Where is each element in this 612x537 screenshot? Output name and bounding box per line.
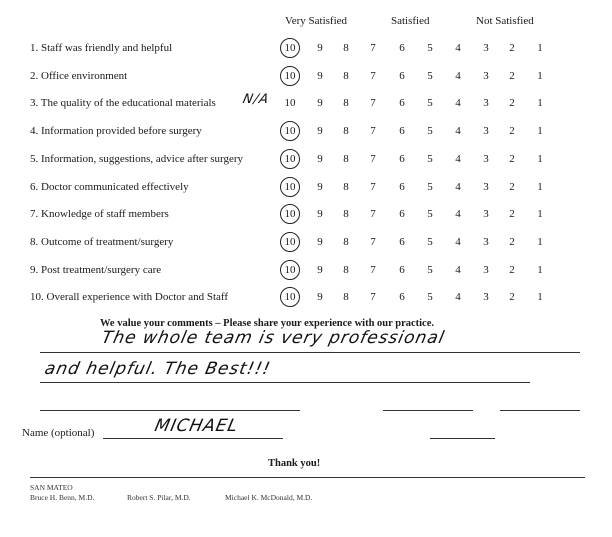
question-label: 3. The quality of the educational materials bbox=[30, 97, 216, 109]
rating-option[interactable]: 1 bbox=[537, 208, 543, 220]
rating-option[interactable]: 10 bbox=[284, 125, 296, 137]
rating-option[interactable]: 7 bbox=[370, 291, 376, 303]
rating-option[interactable]: 10 bbox=[284, 70, 296, 82]
rating-option[interactable]: 6 bbox=[399, 208, 405, 220]
selected-rating-circle bbox=[280, 177, 300, 197]
comment-rule-3c bbox=[500, 410, 580, 411]
rating-option[interactable]: 1 bbox=[537, 153, 543, 165]
rating-option[interactable]: 10 bbox=[284, 181, 296, 193]
rating-option[interactable]: 6 bbox=[399, 97, 405, 109]
rating-option[interactable]: 4 bbox=[455, 70, 461, 82]
rating-option[interactable]: 4 bbox=[455, 291, 461, 303]
footer-doctor-2: Robert S. Pilar, M.D. bbox=[127, 493, 191, 502]
rating-option[interactable]: 5 bbox=[427, 291, 433, 303]
header-satisfied: Satisfied bbox=[391, 15, 430, 27]
rating-option[interactable]: 8 bbox=[343, 70, 349, 82]
rating-option[interactable]: 5 bbox=[427, 236, 433, 248]
rating-option[interactable]: 9 bbox=[317, 153, 323, 165]
name-label: Name (optional) bbox=[22, 427, 95, 439]
rating-option[interactable]: 6 bbox=[399, 291, 405, 303]
rating-option[interactable]: 8 bbox=[343, 264, 349, 276]
name-rule-right bbox=[430, 438, 495, 439]
rating-option[interactable]: 5 bbox=[427, 125, 433, 137]
rating-option[interactable]: 8 bbox=[343, 125, 349, 137]
rating-option[interactable]: 9 bbox=[317, 181, 323, 193]
rating-option[interactable]: 5 bbox=[427, 264, 433, 276]
selected-rating-circle bbox=[280, 232, 300, 252]
selected-rating-circle bbox=[280, 149, 300, 169]
rating-option[interactable]: 9 bbox=[317, 236, 323, 248]
rating-option[interactable]: 8 bbox=[343, 208, 349, 220]
rating-option[interactable]: 2 bbox=[509, 153, 515, 165]
selected-rating-circle bbox=[280, 66, 300, 86]
rating-option[interactable]: 1 bbox=[537, 70, 543, 82]
rating-option[interactable]: 4 bbox=[455, 125, 461, 137]
rating-option[interactable]: 7 bbox=[370, 153, 376, 165]
rating-option[interactable]: 9 bbox=[317, 42, 323, 54]
rating-option[interactable]: 4 bbox=[455, 97, 461, 109]
footer-doctor-1: Bruce H. Benn, M.D. bbox=[30, 493, 95, 502]
rating-option[interactable]: 3 bbox=[483, 153, 489, 165]
header-very-satisfied: Very Satisfied bbox=[285, 15, 348, 27]
rating-option[interactable]: 7 bbox=[370, 236, 376, 248]
rating-option[interactable]: 8 bbox=[343, 236, 349, 248]
selected-rating-circle bbox=[280, 204, 300, 224]
rating-option[interactable]: 3 bbox=[483, 208, 489, 220]
rating-option[interactable]: 9 bbox=[317, 70, 323, 82]
rating-option[interactable]: 7 bbox=[370, 97, 376, 109]
rating-option[interactable]: 4 bbox=[455, 181, 461, 193]
rating-option[interactable]: 6 bbox=[399, 70, 405, 82]
thank-you: Thank you! bbox=[268, 458, 321, 469]
rating-option[interactable]: 4 bbox=[455, 208, 461, 220]
rating-option[interactable]: 5 bbox=[427, 70, 433, 82]
rating-option[interactable]: 9 bbox=[317, 264, 323, 276]
rating-option[interactable]: 6 bbox=[399, 153, 405, 165]
rating-option[interactable]: 8 bbox=[343, 181, 349, 193]
rating-option[interactable]: 8 bbox=[343, 153, 349, 165]
rating-option[interactable]: 2 bbox=[509, 236, 515, 248]
rating-option[interactable]: 7 bbox=[370, 42, 376, 54]
question-note: N/A bbox=[241, 92, 271, 107]
selected-rating-circle bbox=[280, 121, 300, 141]
comment-rule-1 bbox=[40, 352, 580, 353]
rating-option[interactable]: 3 bbox=[483, 236, 489, 248]
rating-option[interactable]: 7 bbox=[370, 125, 376, 137]
rating-option[interactable]: 1 bbox=[537, 181, 543, 193]
rating-option[interactable]: 10 bbox=[284, 236, 296, 248]
rating-option[interactable]: 1 bbox=[537, 42, 543, 54]
rating-option[interactable]: 9 bbox=[317, 208, 323, 220]
comment-rule-3b bbox=[383, 410, 473, 411]
rating-option[interactable]: 2 bbox=[509, 70, 515, 82]
rating-option[interactable]: 6 bbox=[399, 181, 405, 193]
rating-option[interactable]: 6 bbox=[399, 264, 405, 276]
rating-option[interactable]: 3 bbox=[483, 125, 489, 137]
rating-option[interactable]: 7 bbox=[370, 208, 376, 220]
rating-option[interactable]: 2 bbox=[509, 42, 515, 54]
name-rule bbox=[103, 438, 283, 439]
question-label: 4. Information provided before surgery bbox=[30, 125, 202, 137]
header-not-satisfied: Not Satisfied bbox=[476, 15, 534, 27]
rating-option[interactable]: 2 bbox=[509, 125, 515, 137]
rating-option[interactable]: 2 bbox=[509, 208, 515, 220]
rating-option[interactable]: 3 bbox=[483, 97, 489, 109]
rating-option[interactable]: 9 bbox=[317, 125, 323, 137]
rating-option[interactable]: 7 bbox=[370, 264, 376, 276]
question-label: 10. Overall experience with Doctor and Staff bbox=[30, 291, 229, 303]
rating-option[interactable]: 2 bbox=[509, 291, 515, 303]
rating-option[interactable]: 1 bbox=[537, 125, 543, 137]
rating-option[interactable]: 8 bbox=[343, 291, 349, 303]
selected-rating-circle bbox=[280, 287, 300, 307]
rating-option[interactable]: 10 bbox=[284, 153, 296, 165]
rating-option[interactable]: 5 bbox=[427, 153, 433, 165]
question-label: 7. Knowledge of staff members bbox=[30, 208, 169, 220]
rating-option[interactable]: 6 bbox=[399, 236, 405, 248]
rating-option[interactable]: 3 bbox=[483, 42, 489, 54]
rating-option[interactable]: 5 bbox=[427, 42, 433, 54]
question-label: 6. Doctor communicated effectively bbox=[30, 181, 189, 193]
rating-option[interactable]: 1 bbox=[537, 291, 543, 303]
comment-line-2: and helpful. The Best!!! bbox=[42, 359, 273, 379]
rating-option[interactable]: 5 bbox=[427, 181, 433, 193]
footer-location: SAN MATEO bbox=[30, 483, 73, 492]
rating-option[interactable]: 8 bbox=[343, 97, 349, 109]
rating-option[interactable]: 6 bbox=[399, 42, 405, 54]
rating-option[interactable]: 2 bbox=[509, 181, 515, 193]
rating-option[interactable]: 10 bbox=[284, 291, 296, 303]
question-label: 8. Outcome of treatment/surgery bbox=[30, 236, 174, 248]
name-value: MICHAEL bbox=[152, 416, 241, 436]
rating-option[interactable]: 5 bbox=[427, 97, 433, 109]
rating-option[interactable]: 6 bbox=[399, 125, 405, 137]
footer-doctor-3: Michael K. McDonald, M.D. bbox=[225, 493, 313, 502]
rating-option[interactable]: 4 bbox=[455, 264, 461, 276]
question-label: 2. Office environment bbox=[30, 70, 128, 82]
selected-rating-circle bbox=[280, 38, 300, 58]
rating-option[interactable]: 8 bbox=[343, 42, 349, 54]
rating-option[interactable]: 4 bbox=[455, 42, 461, 54]
rating-option[interactable]: 7 bbox=[370, 181, 376, 193]
question-label: 1. Staff was friendly and helpful bbox=[30, 42, 173, 54]
rating-option[interactable]: 3 bbox=[483, 291, 489, 303]
comment-rule-3a bbox=[40, 410, 300, 411]
rating-option[interactable]: 9 bbox=[317, 291, 323, 303]
comments-prompt: We value your comments – Please share your experience with our practice. bbox=[100, 318, 435, 329]
rating-option[interactable]: 3 bbox=[483, 181, 489, 193]
rating-option[interactable]: 10 bbox=[284, 208, 296, 220]
rating-option[interactable]: 3 bbox=[483, 70, 489, 82]
comment-line-1: The whole team is very professional bbox=[99, 328, 447, 348]
question-label: 5. Information, suggestions, advice after surgery bbox=[30, 153, 244, 165]
rating-option[interactable]: 4 bbox=[455, 236, 461, 248]
rating-option[interactable]: 5 bbox=[427, 208, 433, 220]
rating-option[interactable]: 2 bbox=[509, 264, 515, 276]
question-label: 9. Post treatment/surgery care bbox=[30, 264, 162, 276]
rating-option[interactable]: 9 bbox=[317, 97, 323, 109]
rating-option[interactable]: 1 bbox=[537, 236, 543, 248]
footer-rule bbox=[30, 477, 585, 478]
comment-rule-2 bbox=[40, 382, 530, 383]
rating-option[interactable]: 7 bbox=[370, 70, 376, 82]
rating-option[interactable]: 1 bbox=[537, 264, 543, 276]
rating-option[interactable]: 2 bbox=[509, 97, 515, 109]
rating-option[interactable]: 10 bbox=[284, 264, 296, 276]
rating-option[interactable]: 10 bbox=[284, 97, 296, 109]
rating-option[interactable]: 1 bbox=[537, 97, 543, 109]
selected-rating-circle bbox=[280, 260, 300, 280]
rating-option[interactable]: 3 bbox=[483, 264, 489, 276]
rating-option[interactable]: 10 bbox=[284, 42, 296, 54]
rating-option[interactable]: 4 bbox=[455, 153, 461, 165]
